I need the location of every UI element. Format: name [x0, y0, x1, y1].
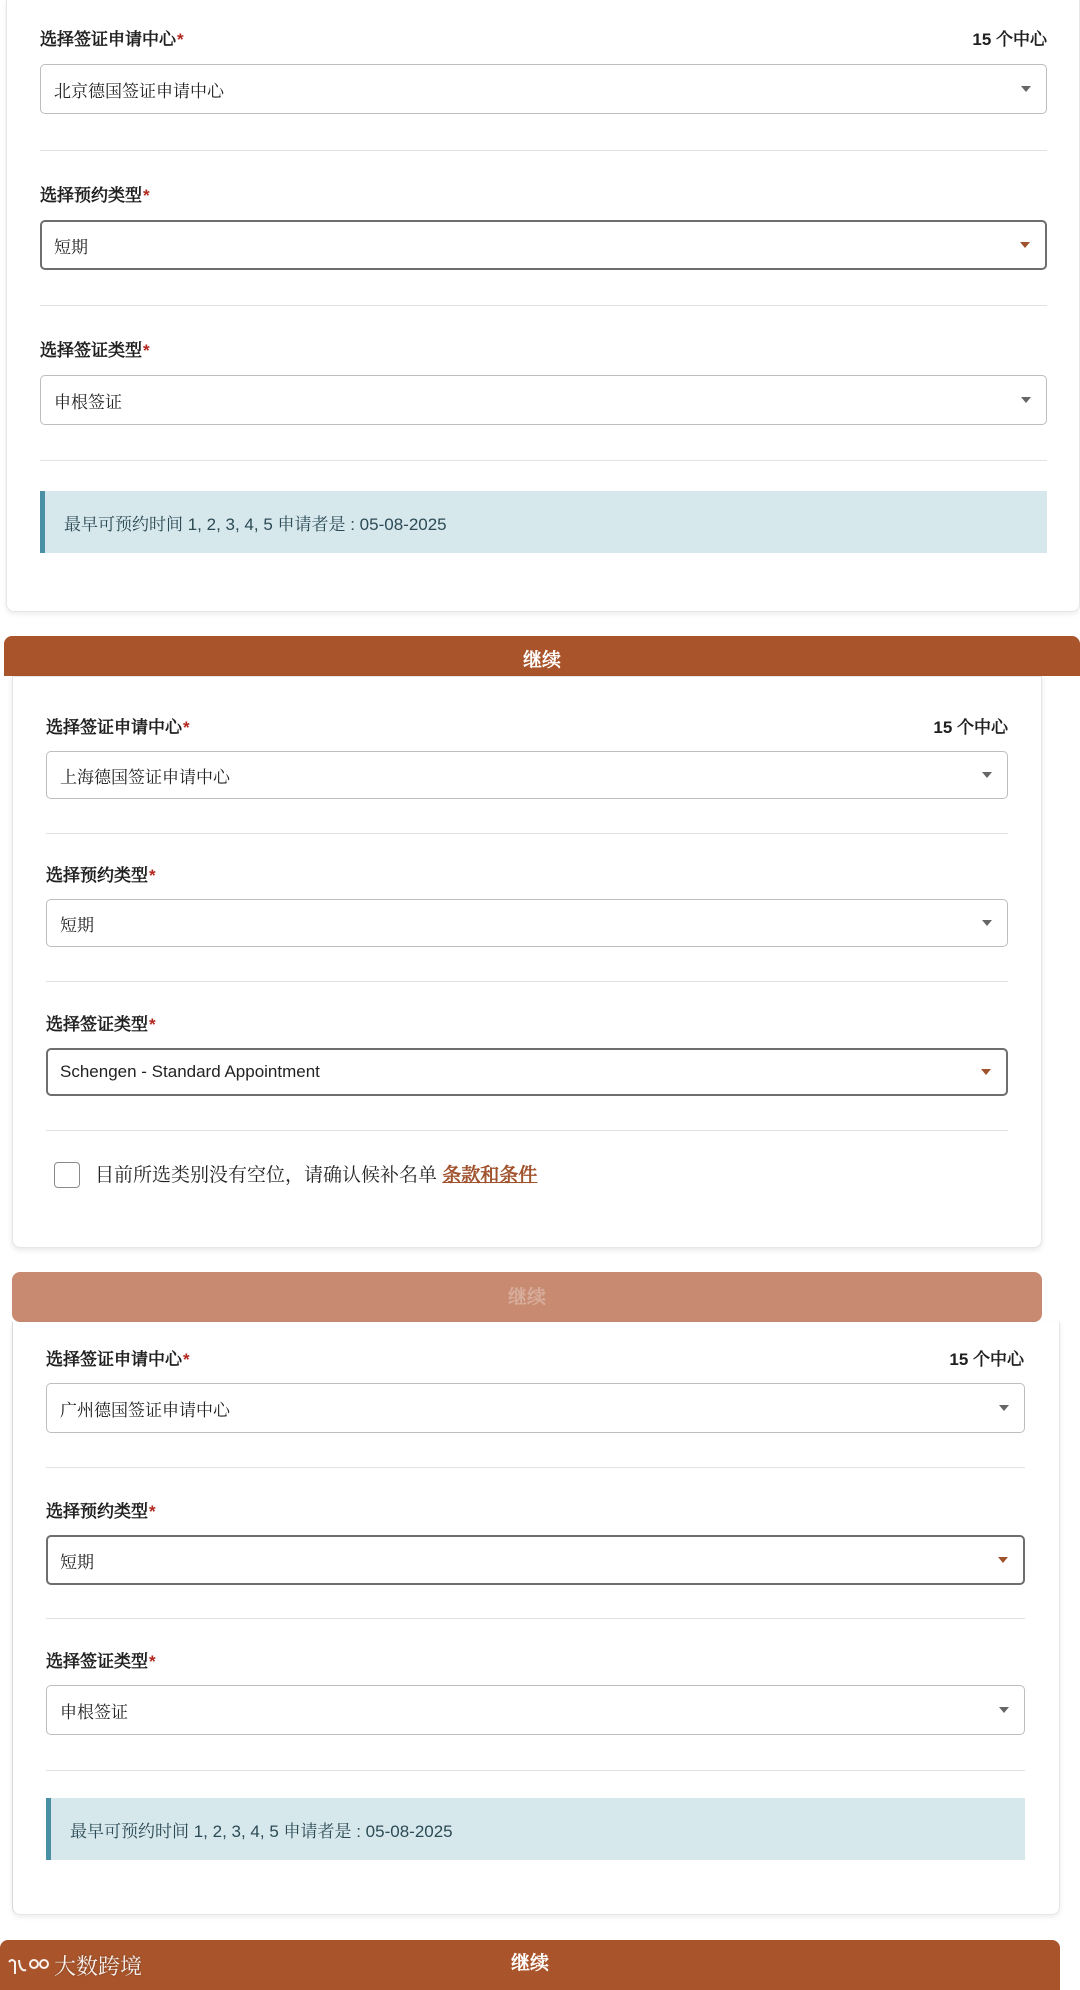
earliest-appointment-info: 最早可预约时间 1, 2, 3, 4, 5 申请者是 : 05-08-2025	[46, 1798, 1025, 1860]
center-count: 15 个中心	[949, 1350, 1024, 1369]
watermark	[6, 1950, 142, 1981]
appointment-type-value: 短期	[54, 237, 88, 257]
required-asterisk: *	[143, 341, 150, 360]
visa-type-select[interactable]	[40, 375, 1047, 425]
chevron-down-icon	[1020, 242, 1030, 248]
appointment-type-select[interactable]	[40, 220, 1047, 270]
divider	[46, 981, 1008, 982]
chevron-down-icon	[998, 1557, 1008, 1563]
watermark-logo-icon	[6, 1954, 50, 1978]
divider	[46, 1467, 1025, 1468]
appointment-type-value: 短期	[60, 915, 94, 935]
visa-center-label: 选择签证申请中心*	[40, 30, 184, 49]
chevron-down-icon	[982, 920, 992, 926]
chevron-down-icon	[999, 1707, 1009, 1713]
divider	[46, 1770, 1025, 1771]
appointment-type-label: 选择预约类型*	[46, 1502, 156, 1521]
required-asterisk: *	[149, 1015, 156, 1034]
required-asterisk: *	[149, 1652, 156, 1671]
divider	[40, 305, 1047, 306]
visa-center-select[interactable]	[46, 751, 1008, 799]
center-count: 15 个中心	[933, 718, 1008, 737]
visa-center-label: 选择签证申请中心*	[46, 1350, 190, 1369]
visa-center-value: 上海德国签证申请中心	[60, 767, 230, 787]
chevron-down-icon	[982, 772, 992, 778]
appointment-type-label: 选择预约类型*	[40, 186, 150, 205]
chevron-down-icon	[1021, 397, 1031, 403]
visa-type-value: 申根签证	[60, 1702, 128, 1722]
continue-button[interactable]: 继续	[12, 1272, 1042, 1322]
required-asterisk: *	[143, 186, 150, 205]
visa-center-label: 选择签证申请中心*	[46, 718, 190, 737]
divider	[40, 150, 1047, 151]
earliest-appointment-info: 最早可预约时间 1, 2, 3, 4, 5 申请者是 : 05-08-2025	[40, 491, 1047, 553]
visa-center-select[interactable]	[40, 64, 1047, 114]
required-asterisk: *	[183, 718, 190, 737]
required-asterisk: *	[177, 30, 184, 49]
appointment-type-select[interactable]	[46, 899, 1008, 947]
divider	[46, 1618, 1025, 1619]
waitlist-checkbox[interactable]	[54, 1162, 80, 1188]
appointment-type-label: 选择预约类型*	[46, 866, 156, 885]
visa-type-label: 选择签证类型*	[46, 1015, 156, 1034]
terms-and-conditions-link[interactable]: 条款和条件	[442, 1165, 538, 1186]
divider	[46, 1130, 1008, 1131]
visa-type-select[interactable]	[46, 1048, 1008, 1096]
continue-button[interactable]: 继续	[0, 1940, 1060, 1990]
chevron-down-icon	[999, 1405, 1009, 1411]
chevron-down-icon	[1021, 86, 1031, 92]
visa-type-label: 选择签证类型*	[40, 341, 150, 360]
visa-type-label: 选择签证类型*	[46, 1652, 156, 1671]
watermark-text: 大数跨境	[54, 1955, 143, 1980]
visa-center-value: 北京德国签证申请中心	[54, 81, 224, 101]
visa-type-value: Schengen - Standard Appointment	[60, 1062, 320, 1081]
divider	[46, 833, 1008, 834]
waitlist-text: 目前所选类别没有空位，请确认候补名单	[95, 1165, 438, 1186]
visa-type-value: 申根签证	[54, 392, 122, 412]
visa-type-select[interactable]	[46, 1685, 1025, 1735]
required-asterisk: *	[183, 1350, 190, 1369]
continue-button[interactable]: 继续	[4, 636, 1080, 676]
required-asterisk: *	[149, 866, 156, 885]
required-asterisk: *	[149, 1502, 156, 1521]
visa-center-select[interactable]	[46, 1383, 1025, 1433]
center-count: 15 个中心	[972, 30, 1047, 49]
appointment-type-value: 短期	[60, 1552, 94, 1572]
appointment-type-select[interactable]	[46, 1535, 1025, 1585]
waitlist-confirmation-text	[95, 1160, 537, 1187]
visa-center-value: 广州德国签证申请中心	[60, 1400, 230, 1420]
divider	[40, 460, 1047, 461]
chevron-down-icon	[981, 1069, 991, 1075]
